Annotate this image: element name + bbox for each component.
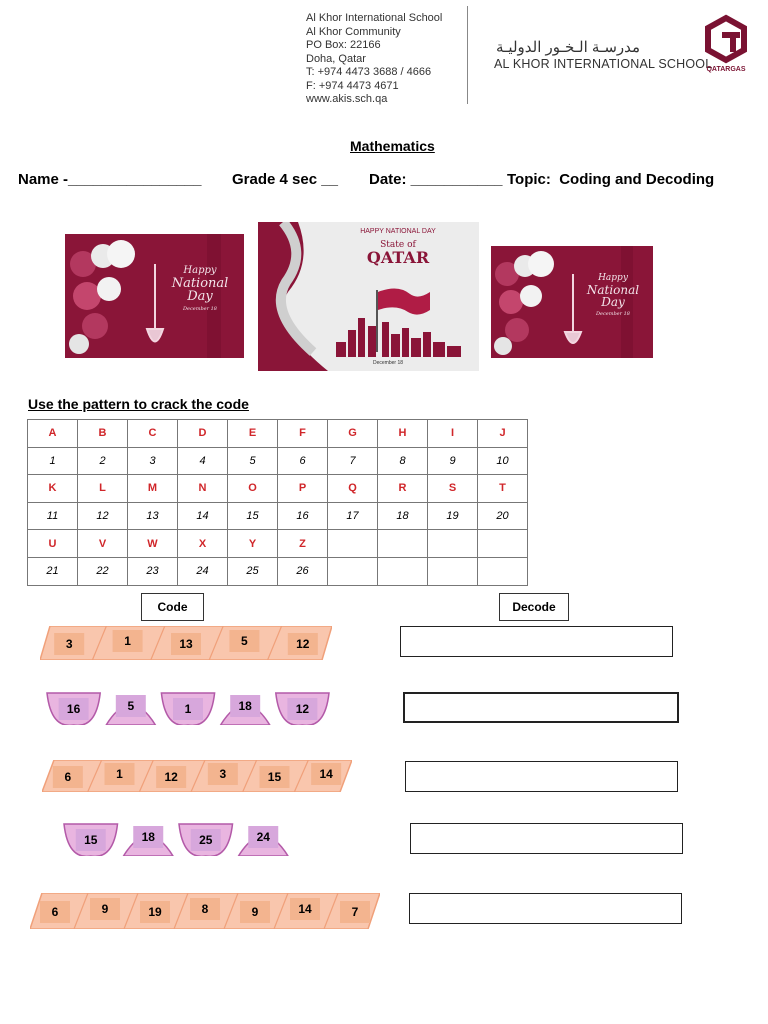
- code-label: Code: [141, 593, 204, 621]
- number-cell: 15: [228, 502, 278, 530]
- code-number: 6: [51, 905, 59, 919]
- number-cell: 22: [78, 557, 128, 585]
- code-number: 7: [351, 905, 359, 919]
- letter-cell: [328, 530, 378, 558]
- number-cell: 18: [378, 502, 428, 530]
- contact-line: Al Khor Community: [306, 25, 401, 38]
- name-field[interactable]: Name -________________: [18, 171, 202, 188]
- number-row: [28, 557, 528, 585]
- subject-title: Mathematics: [350, 138, 435, 154]
- letter-cell: Q: [328, 475, 378, 503]
- number-cell: 9: [428, 447, 478, 475]
- letter-cell: [378, 530, 428, 558]
- answer-box-1[interactable]: [400, 626, 673, 657]
- number-row: [28, 447, 528, 475]
- answer-box-3[interactable]: [405, 761, 678, 792]
- letter-cell: R: [378, 475, 428, 503]
- code-puzzle-3: [42, 760, 352, 792]
- code-number: 19: [148, 905, 162, 919]
- code-number: 12: [296, 637, 310, 651]
- code-number: 5: [127, 699, 135, 713]
- letter-cell: N: [178, 475, 228, 503]
- letter-cell: P: [278, 475, 328, 503]
- number-cell: 12: [78, 502, 128, 530]
- letter-cell: [478, 530, 528, 558]
- national-day-image-right: [491, 246, 653, 358]
- greeting-text: [170, 264, 230, 316]
- letter-cell: X: [178, 530, 228, 558]
- code-number: 14: [298, 902, 312, 916]
- number-cell: 5: [228, 447, 278, 475]
- contact-line: T: +974 4473 3688 / 4666: [306, 66, 432, 78]
- number-row: [28, 502, 528, 530]
- contact-line: F: +974 4473 4671: [306, 79, 399, 92]
- code-puzzle-4: [62, 822, 292, 856]
- letter-cell: Z: [278, 530, 328, 558]
- letter-cell: H: [378, 420, 428, 448]
- code-number: 3: [219, 767, 227, 781]
- national-day-image-left: [65, 234, 244, 358]
- letter-cell: S: [428, 475, 478, 503]
- number-cell: 10: [478, 447, 528, 475]
- image-caption-date: December 18: [372, 360, 403, 366]
- letter-cell: [428, 530, 478, 558]
- letter-cell: W: [128, 530, 178, 558]
- number-cell: 11: [28, 502, 78, 530]
- letter-cell: B: [78, 420, 128, 448]
- greeting-line: Day: [187, 289, 213, 304]
- code-number: 9: [101, 902, 109, 916]
- greeting-text: [585, 272, 641, 320]
- code-puzzle-2: [45, 691, 331, 725]
- letter-cell: L: [78, 475, 128, 503]
- header-divider: [467, 6, 468, 104]
- letter-cell: V: [78, 530, 128, 558]
- number-cell: 20: [478, 502, 528, 530]
- code-number: 16: [66, 702, 81, 716]
- code-number: 15: [267, 770, 282, 784]
- school-contact: [306, 12, 442, 107]
- letter-row: [28, 420, 528, 448]
- letter-cell: E: [228, 420, 278, 448]
- number-cell: 1: [28, 447, 78, 475]
- code-number: 1: [184, 702, 192, 716]
- number-cell: 26: [278, 557, 328, 585]
- answer-box-4[interactable]: [410, 823, 683, 854]
- number-cell: 19: [428, 502, 478, 530]
- code-number: 15: [84, 833, 98, 847]
- greeting-line: National: [586, 283, 640, 297]
- number-cell: 25: [228, 557, 278, 585]
- pattern-instructions: Use the pattern to crack the code: [28, 396, 249, 412]
- code-number: 12: [295, 702, 310, 716]
- greeting-line: National: [171, 276, 229, 291]
- greeting-line: Day: [601, 295, 625, 309]
- code-number: 5: [241, 634, 248, 648]
- letter-cell: O: [228, 475, 278, 503]
- school-name-arabic: مدرسـة الـخـور الدوليـة: [496, 39, 641, 56]
- letter-cell: T: [478, 475, 528, 503]
- image-caption-top: HAPPY NATIONAL DAY: [360, 228, 436, 235]
- letter-cell: K: [28, 475, 78, 503]
- number-cell: 2: [78, 447, 128, 475]
- letter-row: [28, 475, 528, 503]
- number-cell: 3: [128, 447, 178, 475]
- number-cell: 21: [28, 557, 78, 585]
- code-number: 6: [64, 770, 72, 784]
- number-cell: 17: [328, 502, 378, 530]
- code-number: 12: [164, 770, 178, 784]
- code-number: 18: [141, 830, 155, 844]
- contact-line: PO Box: 22166: [306, 39, 381, 51]
- letter-cell: U: [28, 530, 78, 558]
- letter-cell: M: [128, 475, 178, 503]
- school-name-english: AL KHOR INTERNATIONAL SCHOOL: [494, 57, 713, 71]
- code-number: 25: [199, 833, 213, 847]
- code-number: 24: [256, 830, 270, 844]
- number-cell: [378, 557, 428, 585]
- code-number: 14: [319, 767, 333, 781]
- number-cell: [428, 557, 478, 585]
- letter-number-key-table: [27, 419, 528, 586]
- letter-cell: C: [128, 420, 178, 448]
- greeting-date: December 18: [183, 306, 217, 312]
- date-field[interactable]: Date: ___________: [369, 171, 503, 188]
- code-number: 13: [179, 637, 193, 651]
- letter-cell: F: [278, 420, 328, 448]
- number-cell: 13: [128, 502, 178, 530]
- logo-label: QATARGAS: [706, 66, 746, 73]
- grade-field[interactable]: Grade 4 sec __: [232, 171, 338, 188]
- contact-line: Doha, Qatar: [306, 52, 366, 65]
- number-cell: 6: [278, 447, 328, 475]
- code-number: 9: [251, 905, 259, 919]
- topic-label: Topic: Coding and Decoding: [507, 171, 715, 188]
- code-number: 1: [124, 634, 131, 648]
- image-caption-state: State of: [380, 240, 416, 250]
- code-number: 8: [201, 902, 209, 916]
- letter-row: [28, 530, 528, 558]
- number-cell: 24: [178, 557, 228, 585]
- letter-cell: Y: [228, 530, 278, 558]
- letter-cell: I: [428, 420, 478, 448]
- code-number: 1: [116, 767, 123, 781]
- number-cell: 14: [178, 502, 228, 530]
- contact-line: Al Khor International School: [306, 12, 443, 24]
- letter-cell: D: [178, 420, 228, 448]
- decode-label: Decode: [499, 593, 569, 621]
- code-puzzle-5: [30, 893, 380, 929]
- greeting-line: Happy: [183, 265, 217, 276]
- letter-cell: A: [28, 420, 78, 448]
- number-cell: 16: [278, 502, 328, 530]
- number-cell: 8: [378, 447, 428, 475]
- national-day-image-center: [258, 222, 479, 371]
- code-number: 3: [65, 637, 73, 651]
- code-number: 18: [238, 699, 252, 713]
- number-cell: 7: [328, 447, 378, 475]
- number-cell: [478, 557, 528, 585]
- answer-box-2[interactable]: [403, 692, 679, 723]
- greeting-line: Happy: [598, 273, 628, 283]
- greeting-date: December 18: [596, 311, 630, 317]
- answer-box-5[interactable]: [409, 893, 682, 924]
- number-cell: 4: [178, 447, 228, 475]
- number-cell: 23: [128, 557, 178, 585]
- letter-cell: J: [478, 420, 528, 448]
- letter-cell: G: [328, 420, 378, 448]
- number-cell: [328, 557, 378, 585]
- code-puzzle-1: [40, 626, 332, 660]
- contact-line: www.akis.sch.qa: [306, 93, 388, 105]
- image-caption-country: QATAR: [366, 248, 430, 267]
